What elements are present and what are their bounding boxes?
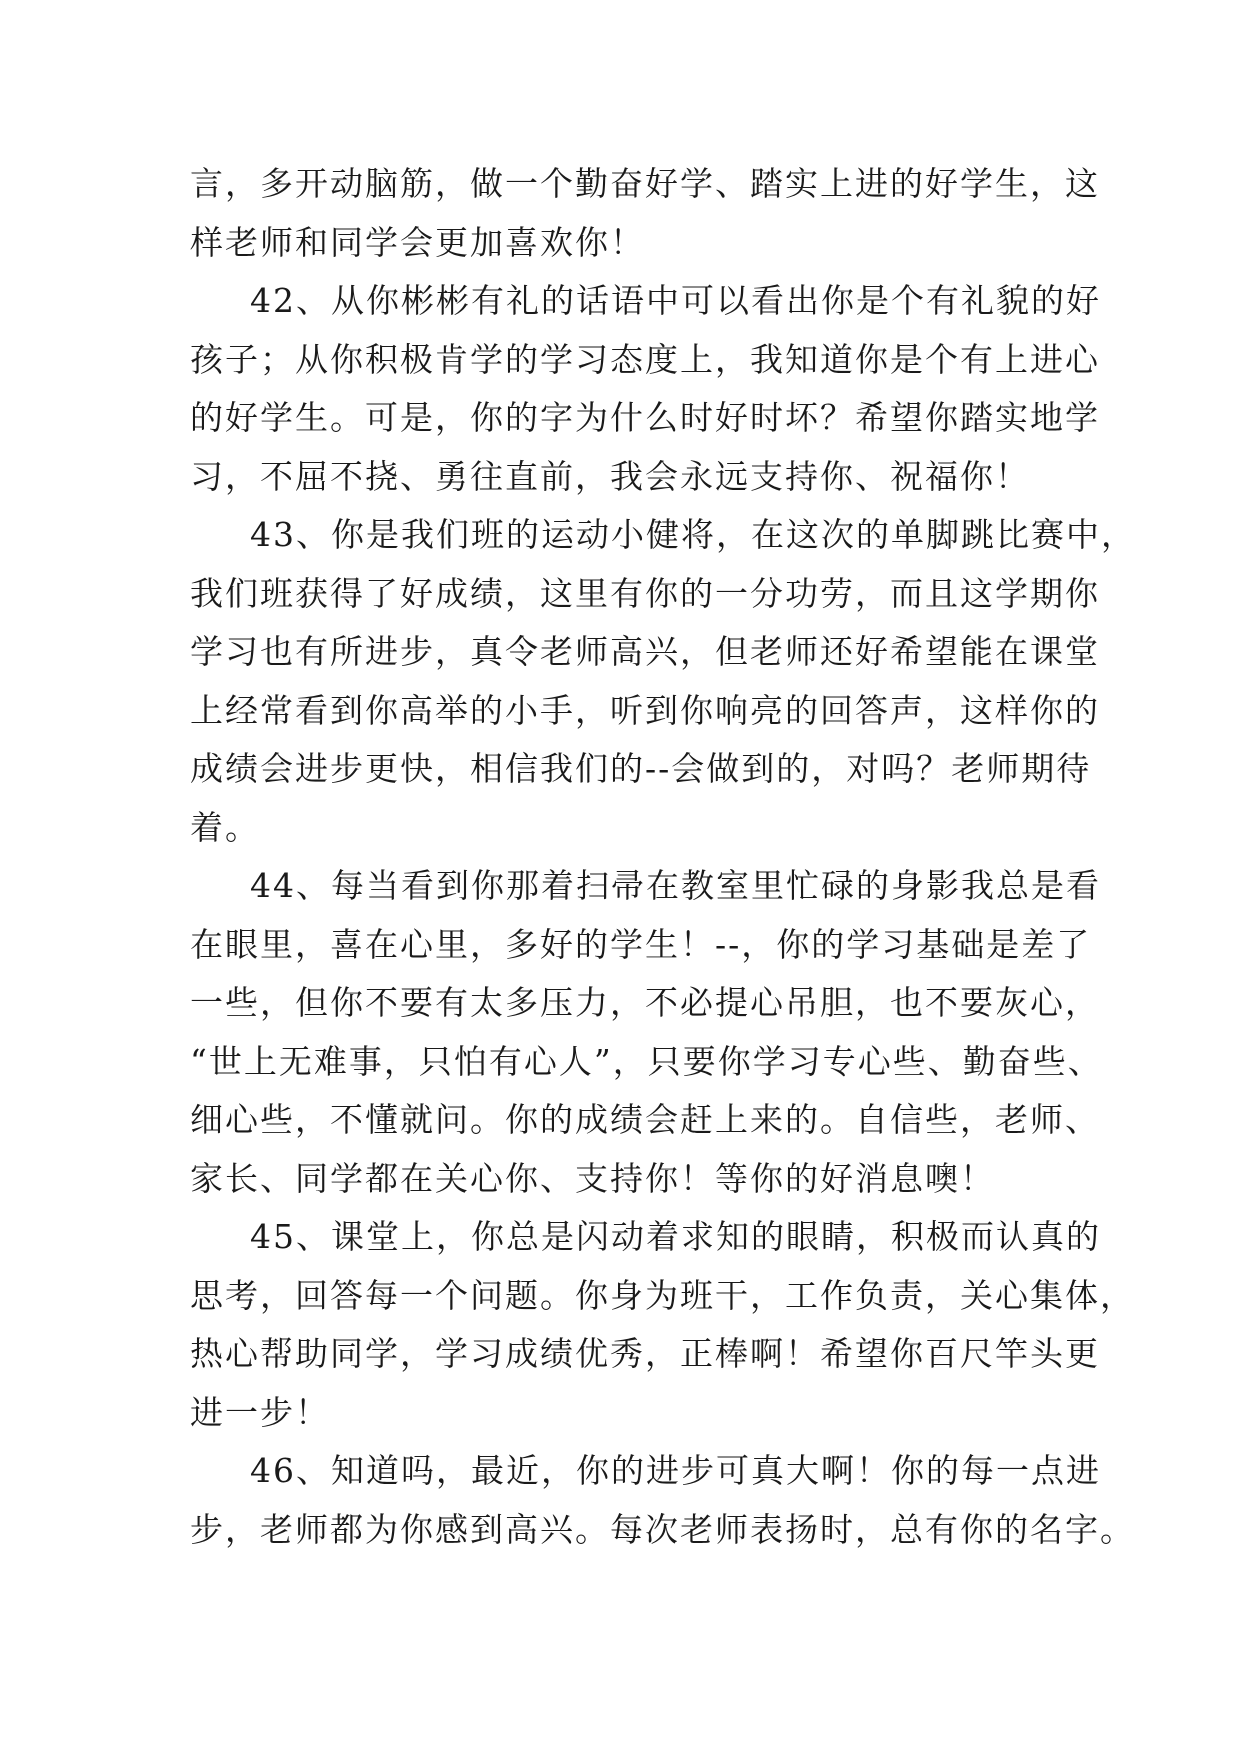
text-line: 学习也有所进步，真令老师高兴，但老师还好希望能在课堂 xyxy=(190,632,1100,671)
text-line: 细心些，不懂就问。你的成绩会赶上来的。自信些，老师、 xyxy=(190,1100,1100,1139)
text-line: 在眼里，喜在心里，多好的学生！--，你的学习基础是差了 xyxy=(190,924,1092,964)
text-line: 的好学生。可是，你的字为什么时好时坏？希望你踏实地学 xyxy=(190,398,1100,437)
text-line: 言，多开动脑筋，做一个勤奋好学、踏实上进的好学生，这 xyxy=(190,164,1100,203)
paragraph-43-start: 43、你是我们班的运动小健将，在这次的单脚跳比赛中， xyxy=(250,515,1136,554)
text-line: 着。 xyxy=(190,807,260,847)
text-line: 习，不屈不挠、勇往直前，我会永远支持你、祝福你！ xyxy=(190,456,1030,496)
text-line: 家长、同学都在关心你、支持你！等你的好消息噢！ xyxy=(190,1158,995,1198)
text-line: “世上无难事，只怕有心人”，只要你学习专心些、勤奋些、 xyxy=(190,1041,1103,1081)
text-line: 上经常看到你高举的小手，听到你响亮的回答声，这样你的 xyxy=(190,690,1100,730)
text-line: 我们班获得了好成绩，这里有你的一分功劳，而且这学期你 xyxy=(190,573,1100,613)
text-line: 成绩会进步更快，相信我们的--会做到的，对吗？老师期待 xyxy=(190,749,1092,788)
paragraph-46-start: 46、知道吗，最近，你的进步可真大啊！你的每一点进 xyxy=(250,1451,1101,1490)
paragraph-44-start: 44、每当看到你那着扫帚在教室里忙碌的身影我总是看 xyxy=(250,866,1101,905)
text-line: 思考，回答每一个问题。你身为班干，工作负责，关心集体， xyxy=(190,1275,1135,1315)
text-line: 孩子；从你积极肯学的学习态度上，我知道你是个有上进心 xyxy=(190,339,1100,379)
text-line: 步，老师都为你感到高兴。每次老师表扬时，总有你的名字。 xyxy=(190,1509,1135,1549)
paragraph-42-start: 42、从你彬彬有礼的话语中可以看出你是个有礼貌的好 xyxy=(250,281,1101,320)
text-line: 一些，但你不要有太多压力，不必提心吊胆，也不要灰心， xyxy=(190,983,1100,1022)
text-line: 进一步！ xyxy=(190,1392,330,1432)
text-line: 热心帮助同学，学习成绩优秀，正棒啊！希望你百尺竿头更 xyxy=(190,1334,1100,1373)
paragraph-45-start: 45、课堂上，你总是闪动着求知的眼睛，积极而认真的 xyxy=(250,1217,1101,1256)
document-body xyxy=(190,155,1136,1559)
text-line: 样老师和同学会更加喜欢你！ xyxy=(190,222,645,262)
